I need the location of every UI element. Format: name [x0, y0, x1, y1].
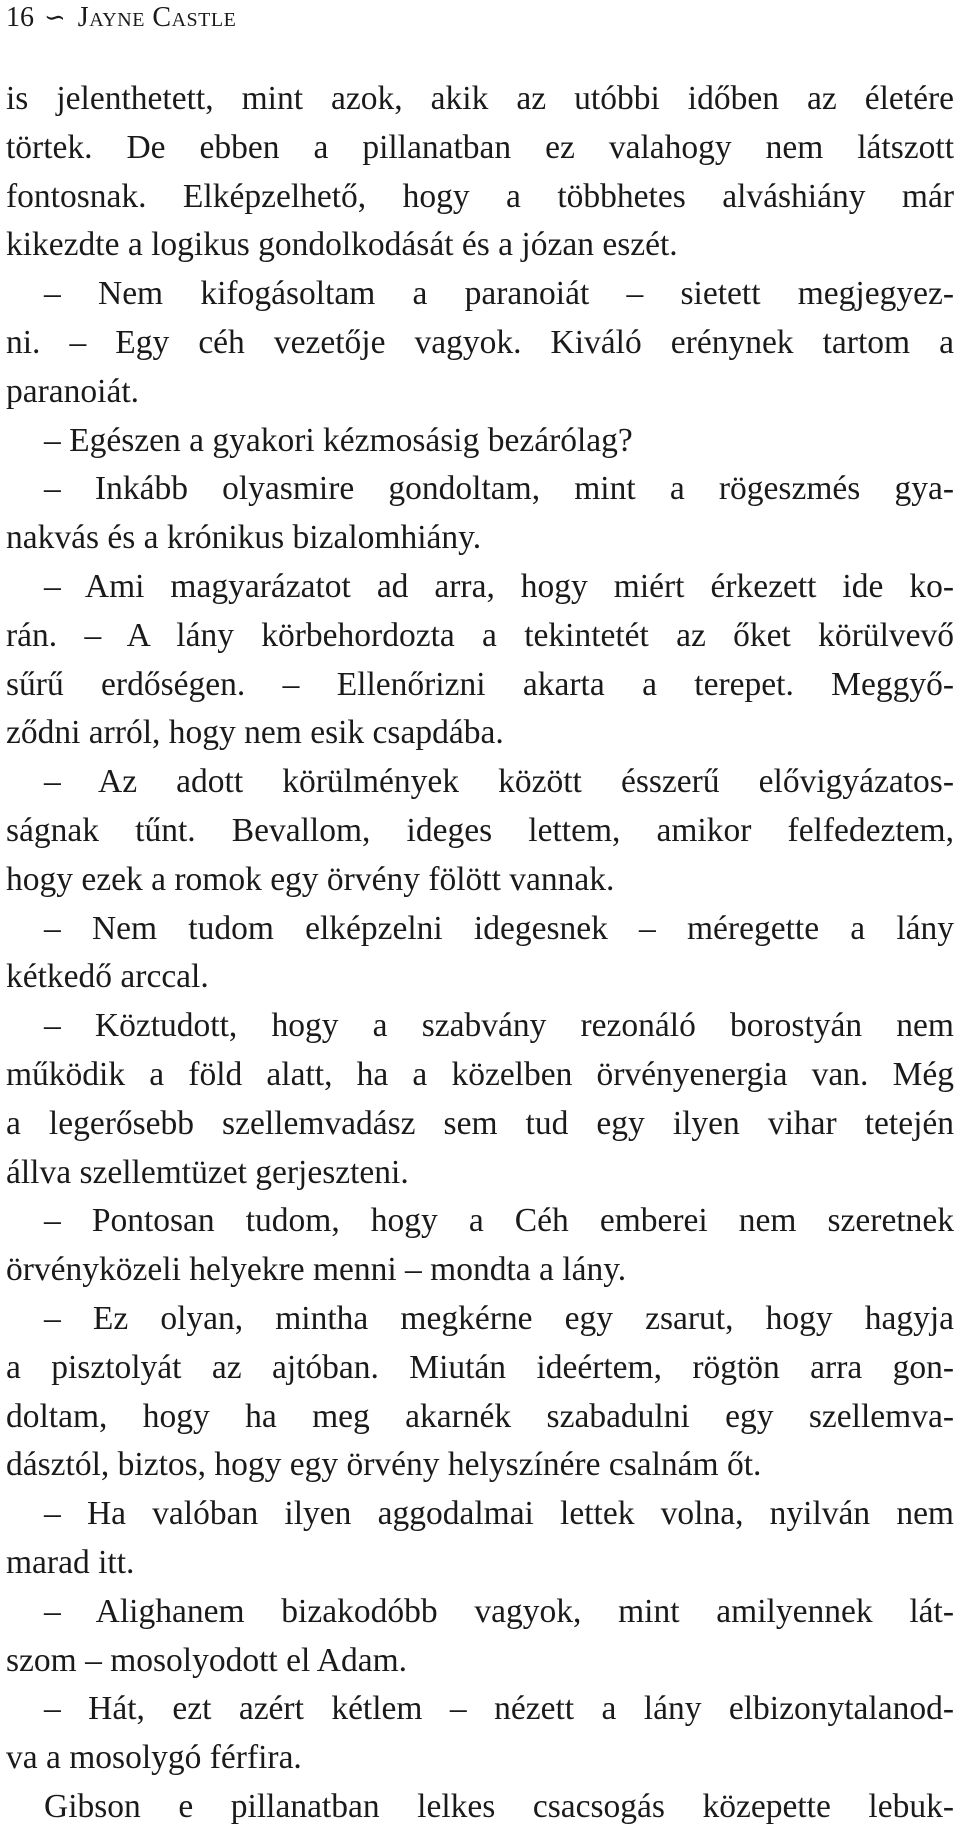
text-line: nakvás és a krónikus bizalomhiány.	[6, 519, 482, 557]
text-line: állva szellemtüzet gerjeszteni.	[6, 1153, 409, 1191]
text-line: ságnak tűnt. Bevallom, ideges lettem, amikor felfedeztem,	[6, 811, 954, 849]
text-line: – Ez olyan, mintha megkérne egy zsarut, hogy hagyja	[44, 1299, 954, 1337]
text-line: – Alighanem bizakodóbb vagyok, mint amilyennek lát-	[44, 1592, 954, 1630]
text-line: Gibson e pillanatban lelkes csacsogás közepette lebuk-	[44, 1787, 954, 1825]
text-line: – Ami magyarázatot ad arra, hogy miért érkezett ide ko-	[44, 567, 954, 605]
text-line: – Egészen a gyakori kézmosásig bezárólag?	[44, 421, 633, 459]
text-line: fontosnak. Elképzelhető, hogy a többhetes alváshiány már	[6, 177, 954, 215]
text-line: működik a föld alatt, ha a közelben örvényenergia van. Még	[6, 1055, 954, 1093]
running-header	[6, 0, 236, 36]
text-line: – Nem tudom elképzelni idegesnek – méregette a lány	[44, 909, 954, 947]
text-line: sűrű erdőségen. – Ellenőrizni akarta a terepet. Meggyő-	[6, 665, 954, 703]
text-line: doltam, hogy ha meg akarnék szabadulni egy szellemva-	[6, 1397, 954, 1435]
body-text	[6, 75, 954, 1832]
text-line: – Nem kifogásoltam a paranoiát – sietett megjegyez-	[44, 275, 954, 313]
text-line: szom – mosolyodott el Adam.	[6, 1641, 408, 1679]
text-line: va a mosolygó férfira.	[6, 1739, 302, 1777]
text-line: marad itt.	[6, 1543, 135, 1581]
text-line: a legerősebb szellemvadász sem tud egy ilyen vihar tetején	[6, 1104, 954, 1142]
text-line: rán. – A lány körbehordozta a tekintetét az őket körülvevő	[6, 616, 954, 654]
text-line: kikezdte a logikus gondolkodását és a józan eszét.	[6, 226, 678, 264]
text-line: paranoiát.	[6, 372, 140, 410]
text-line: – Köztudott, hogy a szabvány rezonáló borostyán nem	[44, 1007, 954, 1045]
text-line: – Inkább olyasmire gondoltam, mint a rögeszmés gya-	[44, 470, 954, 508]
text-line: törtek. De ebben a pillanatban ez valahogy nem látszott	[6, 128, 954, 166]
header-ornament: ∽	[44, 3, 66, 32]
text-line: – Ha valóban ilyen aggodalmai lettek volna, nyilván nem	[44, 1495, 954, 1533]
text-line: ződni arról, hogy nem esik csapdába.	[6, 714, 504, 752]
page-number: 16	[6, 2, 34, 33]
text-line: örvényközeli helyekre menni – mondta a lány.	[6, 1251, 627, 1289]
text-line: – Hát, ezt azért kétlem – nézett a lány elbizonytalanod-	[44, 1690, 954, 1728]
text-line: hogy ezek a romok egy örvény fölött vannak.	[6, 860, 615, 898]
text-line: kétkedő arccal.	[6, 958, 209, 996]
text-line: is jelenthetett, mint azok, akik az utóbbi időben az életére	[6, 80, 954, 117]
text-line: dásztól, biztos, hogy egy örvény helyszínére csalnám őt.	[6, 1446, 762, 1484]
text-line: – Pontosan tudom, hogy a Céh emberei nem szeretnek	[44, 1202, 954, 1240]
author-name: Jayne Castle	[77, 2, 237, 33]
text-line: ni. – Egy céh vezetője vagyok. Kiváló erénynek tartom a	[6, 323, 954, 361]
text-line: a pisztolyát az ajtóban. Miután ideértem, rögtön arra gon-	[6, 1348, 954, 1386]
text-line: – Az adott körülmények között ésszerű elővigyázatos-	[44, 763, 954, 801]
